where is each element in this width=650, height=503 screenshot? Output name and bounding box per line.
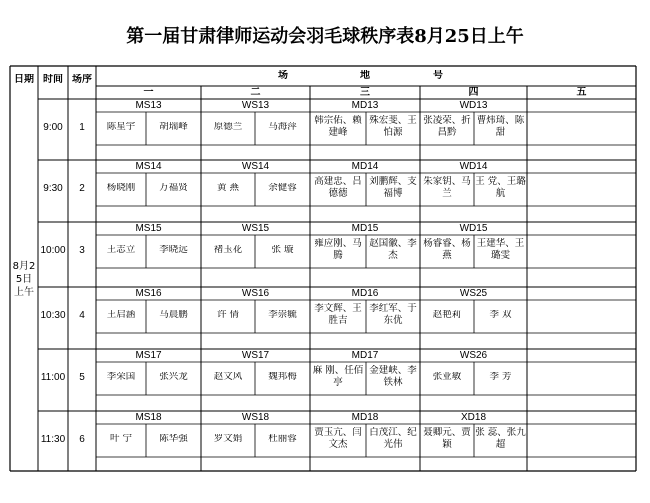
player-left: 王启涵 [106,310,136,320]
page-title: 第一届甘肃律师运动会羽毛球秩序表8月25日上午 [126,26,524,47]
player-right: 陈华强 [159,434,188,444]
player-left: 叶 宁 [109,434,133,444]
player-left: 黄 燕 [216,183,240,193]
match-code: MD16 [351,288,379,299]
player-left: 陈星宇 [106,122,136,132]
header-venue-char: 场 [278,70,288,81]
match-code: MS18 [135,412,162,423]
player-left: 杨晓刚 [106,183,136,193]
slot-time: 10:00 [40,245,66,256]
slot-order: 3 [79,245,85,256]
match-code: MD17 [351,350,379,361]
match-code: WS26 [459,350,488,361]
player-right: 马海萍 [268,122,297,132]
player-left: 杨睿睿、杨 燕 [423,238,471,261]
match-code: WS18 [241,412,270,423]
match-code: MS16 [135,288,162,299]
player-left: 王志立 [106,245,136,255]
player-right: 李红军、于东优 [369,303,417,326]
player-left: 聂卿元、贾 颖 [423,427,471,450]
player-left: 许 倩 [216,310,240,320]
match-code: MS17 [135,350,162,361]
header-court-1: 一 [143,87,154,98]
header-court-3: 三 [360,87,370,98]
slot-time: 11:00 [40,372,66,383]
match-code: WS17 [241,350,270,361]
player-left: 贾玉亢、闫文杰 [314,427,362,450]
match-code: WD15 [459,223,488,234]
player-right: 马晨鹏 [159,310,188,320]
header-venue-char: 地 [360,70,370,81]
match-code: WS14 [241,161,270,172]
match-code: MD14 [351,161,379,172]
header-date: 日期 [14,74,34,85]
date-label: 8月25日上午 [12,261,36,298]
header-court-5: 五 [576,87,587,98]
match-code: WS13 [241,100,270,111]
player-right: 魏邦梅 [268,372,297,382]
match-code: MD15 [351,223,379,234]
match-code: WD13 [459,100,488,111]
player-left: 朱家钥、马 兰 [423,176,471,199]
slot-time: 9:30 [43,183,63,194]
slot-order: 2 [79,183,85,194]
player-left: 张凌荣、折昌黔 [423,115,471,138]
player-right: 张兴龙 [159,372,188,382]
player-left: 麻 刚、任佰亭 [312,365,364,388]
match-code: MS13 [135,100,162,111]
header-venue-char: 号 [433,70,443,81]
header-court-4: 四 [468,87,479,98]
player-left: 褚玉花 [213,245,243,255]
match-code: MD13 [351,100,379,111]
match-code: MS15 [135,223,162,234]
player-right: 张 蕊、张九超 [475,427,526,450]
player-right: 万福贤 [159,183,188,193]
slot-order: 4 [79,310,85,321]
player-right: 李 芳 [489,372,512,382]
player-left: 雍应刚、马 腾 [314,238,362,261]
player-right: 杜丽蓉 [268,434,297,444]
match-code: WS16 [241,288,270,299]
header-time: 时间 [43,74,63,85]
slot-time: 11:30 [40,434,66,445]
player-left: 罗文娟 [213,434,243,444]
player-right: 王 党、王璐航 [475,176,526,199]
slot-time: 10:30 [40,310,66,321]
player-right: 刘鹏辉、支福博 [369,176,417,199]
match-code: WS15 [241,223,270,234]
player-left: 张亚敏 [432,372,462,382]
match-code: MS14 [135,161,162,172]
player-right: 白茂江、纪光伟 [369,427,417,450]
player-right: 胡瑞峰 [159,122,188,132]
player-left: 高建忠、吕德德 [314,176,362,199]
player-right: 李 双 [489,310,512,320]
slot-order: 6 [79,434,85,445]
match-code: MD18 [351,412,379,423]
player-right: 王建华、王璐雯 [476,238,525,261]
player-right: 余健蓉 [268,183,297,193]
player-left: 原德兰 [213,122,243,132]
player-left: 韩宗佑、赖建峰 [314,115,362,138]
slot-time: 9:00 [43,122,63,133]
player-left: 赵艳莉 [432,310,462,320]
player-left: 李文辉、王胜吉 [314,303,362,326]
match-code: WS25 [459,288,488,299]
player-right: 金建峡、李铁林 [369,365,417,388]
player-right: 张 璇 [271,245,294,255]
slot-order: 5 [79,372,85,383]
player-right: 李崇毓 [268,310,297,320]
player-right: 曹炜琦、陈 甜 [476,115,525,138]
header-order: 场序 [72,74,92,85]
player-left: 赵文风 [213,372,243,382]
header-court-2: 二 [250,87,261,98]
match-code: XD18 [460,412,486,423]
slot-order: 1 [79,122,85,133]
match-code: WD14 [459,161,488,172]
player-right: 殊宏斐、王怕源 [369,115,417,138]
player-left: 李荣国 [106,372,136,382]
player-right: 赵国徽、李 杰 [369,238,417,261]
player-right: 李晓远 [159,245,188,255]
